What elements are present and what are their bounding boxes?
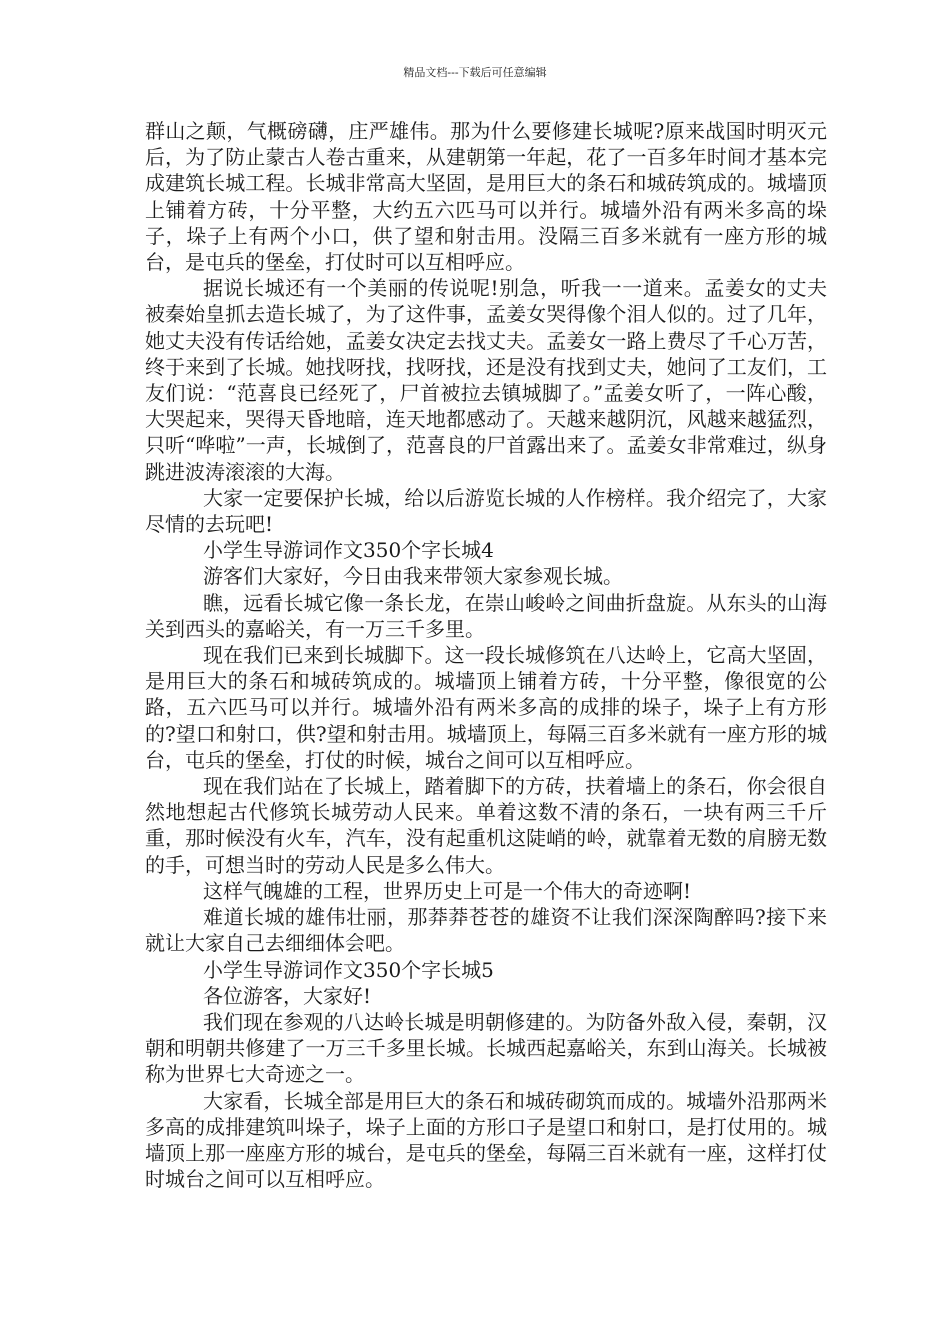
paragraph: 群山之颠，气概磅礴，庄严雄伟。那为什么要修建长城呢?原来战国时明灭元后，为了防止蒙古人卷古重来，从建朝第一年起，花了一百多年时间才基本完成建筑长城工程。长城非常高大坚固，是用巨大的条石和城砖筑成的。城墙顶上铺着方砖，十分平整，大约五六匹马可以并行。城墙外沿有两米多高的垛子，垛子上有两个小口，供了望和射击用。没隔三百多米就有一座方形的城台，是屯兵的堡垒，打仗时可以互相呼应。 [145, 119, 827, 275]
document-body [145, 118, 827, 1192]
section-title: 小学生导游词作文350个字长城4 [203, 538, 494, 563]
paragraph: 据说长城还有一个美丽的传说呢!别急，听我一一道来。孟姜女的丈夫被秦始皇抓去造长城了，为了这件事，孟姜女哭得像个泪人似的。过了几年，她丈夫没有传话给她，孟姜女决定去找丈夫。孟姜女一路上费尽了千心万苦，终于来到了长城。她找呀找，找呀找，还是没有找到丈夫，她问了工友们，工友们说：“范喜良已经死了，尸首被拉去镇城脚了。”孟姜女听了，一阵心酸，大哭起来，哭得天昏地暗，连天地都感动了。天越来越阴沉，风越来越猛烈，只听“哗啦”一声，长城倒了，范喜良的尸首露出来了。孟姜女非常难过，纵身跳进波涛滚滚的大海。 [145, 276, 827, 484]
paragraph: 各位游客，大家好! [203, 983, 372, 1008]
paragraph: 这样气魄雄的工程，世界历史上可是一个伟大的奇迹啊! [203, 878, 692, 903]
paragraph: 游客们大家好，今日由我来带领大家参观长城。 [203, 564, 623, 589]
paragraph: 我们现在参观的八达岭长城是明朝修建的。为防备外敌入侵，秦朝，汉朝和明朝共修建了一万三千多里长城。长城西起嘉峪关，东到山海关。长城被称为世界七大奇迹之一。 [145, 1009, 827, 1087]
paragraph: 大家一定要保护长城，给以后游览长城的人作榜样。我介绍完了，大家尽情的去玩吧! [145, 485, 827, 537]
paragraph: 难道长城的雄伟壮丽，那莽莽苍苍的雄资不让我们深深陶醉吗?接下来就让大家自己去细细体会吧。 [145, 905, 827, 956]
paragraph: 大家看，长城全部是用巨大的条石和城砖砌筑而成的。城墙外沿那两米多高的成排建筑叫垛子，垛子上面的方形口子是望口和射口，是打仗用的。城墙顶上那一座座方形的城台，是屯兵的堡垒，每隔三百米就有一座，这样打仗时城台之间可以互相呼应。 [145, 1088, 827, 1192]
paragraph: 现在我们已来到长城脚下。这一段长城修筑在八达岭上，它高大坚固，是用巨大的条石和城砖筑成的。城墙顶上铺着方砖，十分平整，像很宽的公路，五六匹马可以并行。城墙外沿有两米多高的成排的垛子，垛子上有方形的?望口和射口，供?望和射击用。城墙顶上，每隔三百多米就有一座方形的城台，屯兵的堡垒，打仗的时候，城台之间可以互相呼应。 [145, 643, 827, 772]
paragraph: 瞧，远看长城它像一条长龙，在崇山峻岭之间曲折盘旋。从东头的山海关到西头的嘉峪关，有一万三千多里。 [145, 590, 827, 641]
section-title: 小学生导游词作文350个字长城5 [203, 957, 494, 982]
paragraph: 现在我们站在了长城上，踏着脚下的方砖，扶着墙上的条石，你会很自然地想起古代修筑长城劳动人民来。单着这数不清的条石，一块有两三千斤重，那时候没有火车，汽车，没有起重机这陡峭的岭，就靠着无数的肩膀无数的手，可想当时的劳动人民是多么伟大。 [145, 774, 827, 877]
page-header: 精品文档---下载后可任意编辑 [403, 66, 547, 79]
